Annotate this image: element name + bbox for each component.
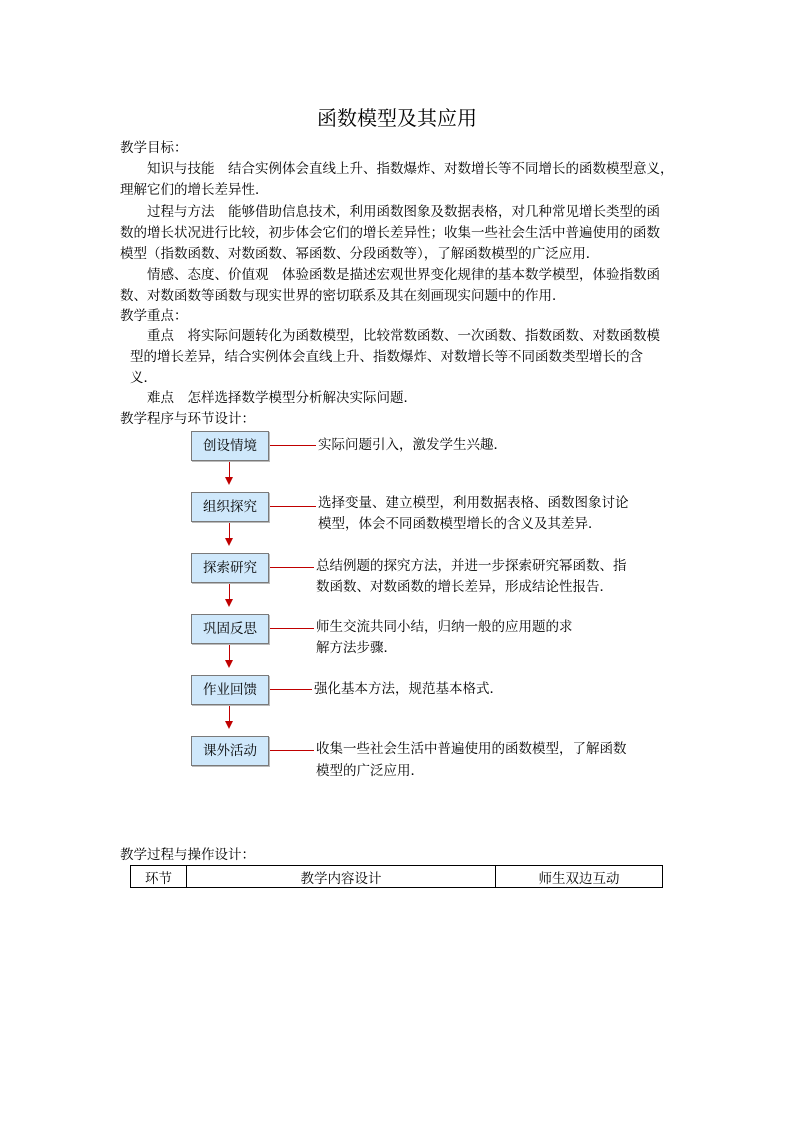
- flow-step-desc: 师生交流共同小结，归纳一般的应用题的求: [316, 619, 573, 635]
- flow-step-desc: 数函数、对数函数的增长差异，形成结论性报告．: [316, 579, 613, 595]
- keypoint-focus-line3: 义．: [130, 370, 157, 386]
- flow-connector-line: [270, 445, 316, 446]
- flow-step-desc: 模型的广泛应用．: [316, 763, 424, 779]
- flow-step-extracurricular: 课外活动: [191, 736, 269, 766]
- keypoint-difficulty: 难点 怎样选择数学模型分析解决实际问题．: [147, 390, 417, 406]
- flow-connector-line: [270, 506, 316, 507]
- objective-process-line2: 数的增长状况进行比较，初步体会它们的增长差异性；收集一些社会生活中普遍使用的函数: [120, 225, 660, 241]
- down-arrow-icon: [225, 660, 233, 668]
- flow-step-desc: 模型，体会不同函数模型增长的含义及其差异．: [318, 516, 602, 532]
- flow-connector-line: [270, 689, 312, 690]
- objective-knowledge-line1: 知识与技能 结合实例体会直线上升、指数爆炸、对数增长等不同增长的函数模型意义，: [147, 161, 674, 177]
- flow-step-desc: 收集一些社会生活中普遍使用的函数模型，了解函数: [316, 741, 627, 757]
- flow-step-desc: 实际问题引入，激发学生兴趣．: [318, 437, 507, 453]
- flow-step-explore-research: 探索研究: [191, 553, 269, 583]
- keypoint-focus-line2: 型的增长差异，结合实例体会直线上升、指数爆炸、对数增长等不同函数类型增长的含: [130, 349, 643, 365]
- flow-arrow-line: [229, 706, 230, 722]
- flow-step-homework-feedback: 作业回馈: [191, 675, 269, 705]
- process-design-table: [130, 865, 663, 888]
- flow-step-desc: 解方法步骤．: [316, 640, 397, 656]
- down-arrow-icon: [225, 599, 233, 607]
- flow-step-desc: 选择变量、建立模型，利用数据表格、函数图象讨论: [318, 495, 629, 511]
- table-header-stage: 环节: [131, 866, 187, 888]
- flow-step-consolidate-reflect: 巩固反思: [191, 614, 269, 644]
- page-title: 函数模型及其应用: [317, 106, 477, 130]
- objective-knowledge-line2: 理解它们的增长差异性．: [120, 182, 269, 198]
- flow-arrow-line: [229, 462, 230, 478]
- flow-step-organize-inquiry: 组织探究: [191, 492, 269, 522]
- flow-arrow-line: [229, 645, 230, 661]
- flow-arrow-line: [229, 584, 230, 600]
- flow-connector-line: [270, 750, 314, 751]
- table-header-row: [131, 866, 663, 888]
- objective-emotion-line1: 情感、态度、价值观 体验函数是描述宏观世界变化规律的基本数学模型，体验指数函: [147, 267, 660, 283]
- down-arrow-icon: [225, 477, 233, 485]
- table-header-content: 教学内容设计: [187, 866, 496, 888]
- keypoints-heading: 教学重点：: [120, 308, 188, 324]
- flow-step-desc: 强化基本方法，规范基本格式．: [314, 681, 503, 697]
- flow-step-create-situation: 创设情境: [191, 431, 269, 461]
- objective-process-line1: 过程与方法 能够借助信息技术，利用函数图象及数据表格，对几种常见增长类型的函: [147, 204, 660, 220]
- objective-emotion-line2: 数、对数函数等函数与现实世界的密切联系及其在刻画现实问题中的作用．: [120, 288, 566, 304]
- flow-step-desc: 总结例题的探究方法，并进一步探索研究幂函数、指: [316, 558, 627, 574]
- objective-process-line3: 模型（指数函数、对数函数、幂函数、分段函数等），了解函数模型的广泛应用．: [120, 246, 600, 262]
- flow-arrow-line: [229, 523, 230, 539]
- table-header-interaction: 师生双边互动: [496, 866, 663, 888]
- flow-connector-line: [270, 628, 314, 629]
- keypoint-focus-line1: 重点 将实际问题转化为函数模型，比较常数函数、一次函数、指数函数、对数函数模: [147, 328, 660, 344]
- flow-connector-line: [270, 567, 314, 568]
- process-design-heading: 教学过程与操作设计：: [120, 847, 255, 863]
- down-arrow-icon: [225, 721, 233, 729]
- down-arrow-icon: [225, 538, 233, 546]
- flow-heading: 教学程序与环节设计：: [120, 411, 255, 427]
- objectives-heading: 教学目标：: [120, 140, 188, 156]
